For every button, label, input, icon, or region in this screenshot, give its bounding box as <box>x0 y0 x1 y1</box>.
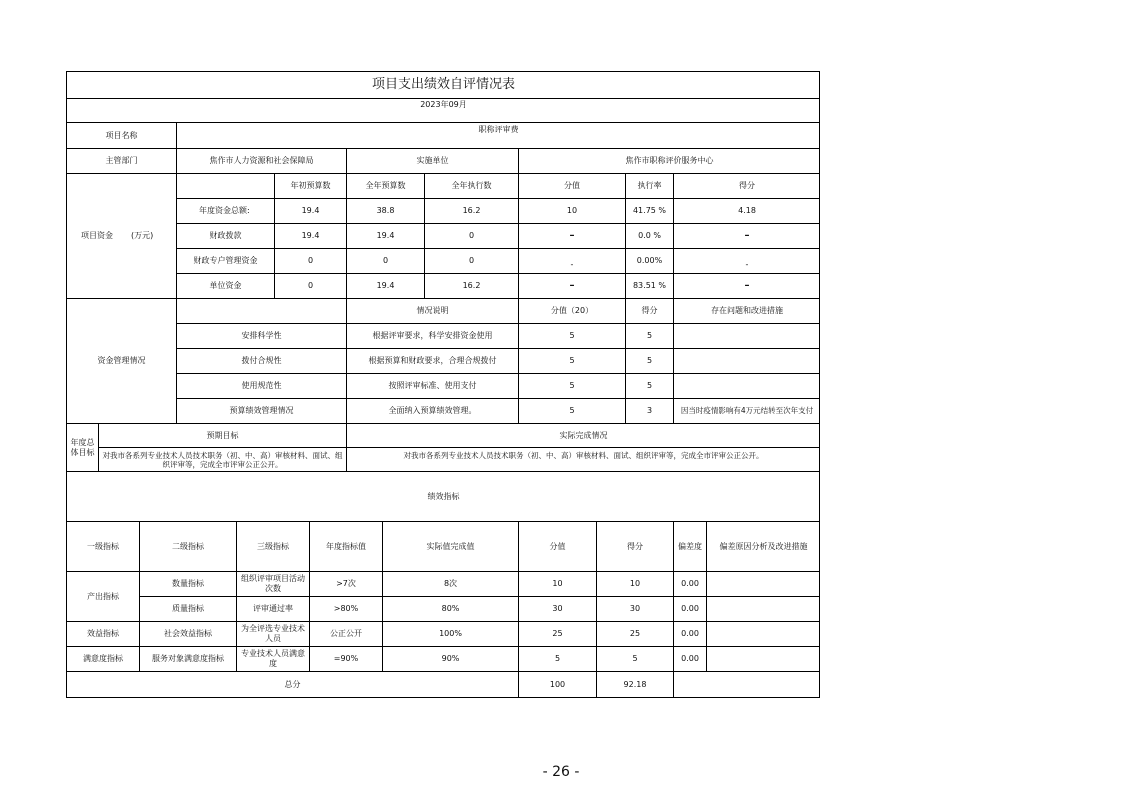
mgmt-row-issue <box>674 374 820 399</box>
goals-expected-label: 预期目标 <box>99 424 347 448</box>
funds-header-executed: 全年执行数 <box>425 174 519 199</box>
mgmt-row-got: 3 <box>626 399 674 424</box>
project-name-label: 项目名称 <box>67 123 177 149</box>
funds-header-annual: 全年预算数 <box>347 174 425 199</box>
mgmt-row-issue <box>674 324 820 349</box>
table-title: 项目支出绩效自评情况表 <box>67 72 820 99</box>
funds-cell: 0 <box>275 274 347 299</box>
impl-label: 实施单位 <box>347 149 519 174</box>
mgmt-label: 资金管理情况 <box>67 299 177 424</box>
funds-row-name: 财政拨款 <box>177 224 275 249</box>
mgmt-row-score: 5 <box>519 349 626 374</box>
funds-row-name: 单位资金 <box>177 274 275 299</box>
perf-header-score: 分值 <box>519 522 597 572</box>
mgmt-row-desc: 根据评审要求，科学安排资金使用 <box>347 324 519 349</box>
funds-cell: – <box>519 224 626 249</box>
perf-row-l2: 质量指标 <box>140 597 237 622</box>
funds-cell: 0 <box>347 249 425 274</box>
page-number: - 26 - <box>542 764 580 780</box>
perf-cat-output: 产出指标 <box>67 572 140 622</box>
perf-header-l1: 一级指标 <box>67 522 140 572</box>
perf-row-l3: 组织评审项目活动次数 <box>237 572 310 597</box>
goals-label: 年度总体目标 <box>67 424 99 472</box>
mgmt-row-got: 5 <box>626 324 674 349</box>
funds-header-got: 得分 <box>674 174 820 199</box>
perf-row-actual: 100% <box>383 622 519 647</box>
funds-cell: 10 <box>519 199 626 224</box>
perf-header-target: 年度指标值 <box>310 522 383 572</box>
funds-label-text: 项目资金 <box>81 231 113 240</box>
funds-header-rate: 执行率 <box>626 174 674 199</box>
perf-header-dev: 偏差度 <box>674 522 707 572</box>
perf-header-l3: 三级指标 <box>237 522 310 572</box>
perf-row-l2: 数量指标 <box>140 572 237 597</box>
funds-cell: 0.0 % <box>626 224 674 249</box>
mgmt-header-blank <box>177 299 347 324</box>
funds-cell: 0 <box>425 224 519 249</box>
perf-cat-satisfaction: 满意度指标 <box>67 647 140 672</box>
perf-header-got: 得分 <box>597 522 674 572</box>
perf-row-dev: 0.00 <box>674 647 707 672</box>
mgmt-row-desc: 全面纳入预算绩效管理。 <box>347 399 519 424</box>
perf-row-got: 25 <box>597 622 674 647</box>
perf-row-reason <box>707 622 820 647</box>
perf-row-reason <box>707 572 820 597</box>
funds-cell: 19.4 <box>275 199 347 224</box>
total-blank <box>674 672 820 697</box>
mgmt-row-issue <box>674 349 820 374</box>
funds-row-name: 年度资金总额: <box>177 199 275 224</box>
mgmt-row-score: 5 <box>519 374 626 399</box>
funds-cell: 19.4 <box>347 274 425 299</box>
funds-header-blank <box>177 174 275 199</box>
mgmt-row-score: 5 <box>519 324 626 349</box>
funds-label <box>67 174 177 299</box>
perf-row-score: 5 <box>519 647 597 672</box>
perf-row-target: >7次 <box>310 572 383 597</box>
goals-actual-label: 实际完成情况 <box>347 424 820 448</box>
mgmt-header-desc: 情况说明 <box>347 299 519 324</box>
mgmt-header-issue: 存在问题和改进措施 <box>674 299 820 324</box>
perf-row-l2: 社会效益指标 <box>140 622 237 647</box>
perf-row-actual: 80% <box>383 597 519 622</box>
funds-unit: (万元) <box>131 231 154 240</box>
mgmt-row-desc: 按照评审标准、使用支付 <box>347 374 519 399</box>
perf-row-dev: 0.00 <box>674 622 707 647</box>
perf-header-actual: 实际值完成值 <box>383 522 519 572</box>
funds-cell: – <box>674 274 820 299</box>
report-date: 2023年09月 <box>67 99 820 123</box>
funds-header-score: 分值 <box>519 174 626 199</box>
perf-row-l2: 服务对象满意度指标 <box>140 647 237 672</box>
project-name: 职称评审费 <box>177 123 820 149</box>
funds-cell: – <box>674 224 820 249</box>
funds-cell: - <box>674 249 820 274</box>
perf-row-l3: 专业技术人员满意度 <box>237 647 310 672</box>
funds-header-initial: 年初预算数 <box>275 174 347 199</box>
perf-header-reason: 偏差原因分析及改进措施 <box>707 522 820 572</box>
perf-cat-benefit: 效益指标 <box>67 622 140 647</box>
total-got: 92.18 <box>597 672 674 697</box>
funds-cell: 0 <box>275 249 347 274</box>
perf-row-score: 10 <box>519 572 597 597</box>
perf-title: 绩效指标 <box>67 472 820 522</box>
dept-value: 焦作市人力资源和社会保障局 <box>177 149 347 174</box>
mgmt-header-got: 得分 <box>626 299 674 324</box>
total-label: 总分 <box>67 672 519 697</box>
perf-header-l2: 二级指标 <box>140 522 237 572</box>
funds-cell: 19.4 <box>347 224 425 249</box>
perf-row-l3: 评审通过率 <box>237 597 310 622</box>
funds-cell: 4.18 <box>674 199 820 224</box>
perf-row-actual: 8次 <box>383 572 519 597</box>
funds-row-name: 财政专户管理资金 <box>177 249 275 274</box>
perf-row-target: =90% <box>310 647 383 672</box>
goals-actual: 对我市各系列专业技术人员技术职务（初、中、高）审核材料、面试、组织评审等，完成全市评审公正公开。 <box>347 448 820 472</box>
funds-cell: 19.4 <box>275 224 347 249</box>
mgmt-row-name: 使用规范性 <box>177 374 347 399</box>
mgmt-row-issue: 因当时疫情影响有4万元结转至次年支付 <box>674 399 820 424</box>
perf-row-score: 30 <box>519 597 597 622</box>
funds-cell: 41.75 % <box>626 199 674 224</box>
mgmt-row-desc: 根据预算和财政要求，合理合规拨付 <box>347 349 519 374</box>
perf-row-target: 公正公开 <box>310 622 383 647</box>
perf-row-score: 25 <box>519 622 597 647</box>
perf-row-dev: 0.00 <box>674 597 707 622</box>
funds-cell: 16.2 <box>425 274 519 299</box>
perf-row-reason <box>707 597 820 622</box>
mgmt-row-got: 5 <box>626 349 674 374</box>
mgmt-row-name: 安排科学性 <box>177 324 347 349</box>
mgmt-row-score: 5 <box>519 399 626 424</box>
dept-label: 主管部门 <box>67 149 177 174</box>
mgmt-row-name: 拨付合规性 <box>177 349 347 374</box>
self-evaluation-table <box>66 71 820 698</box>
perf-row-got: 30 <box>597 597 674 622</box>
perf-row-got: 5 <box>597 647 674 672</box>
perf-row-dev: 0.00 <box>674 572 707 597</box>
perf-row-l3: 为全评选专业技术人员 <box>237 622 310 647</box>
perf-row-reason <box>707 647 820 672</box>
perf-row-got: 10 <box>597 572 674 597</box>
funds-cell: 83.51 % <box>626 274 674 299</box>
funds-cell: – <box>519 274 626 299</box>
mgmt-row-got: 5 <box>626 374 674 399</box>
funds-cell: 0 <box>425 249 519 274</box>
funds-cell: 38.8 <box>347 199 425 224</box>
total-score: 100 <box>519 672 597 697</box>
impl-value: 焦作市职称评价服务中心 <box>519 149 820 174</box>
mgmt-header-score: 分值（20） <box>519 299 626 324</box>
funds-cell: - <box>519 249 626 274</box>
perf-row-target: >80% <box>310 597 383 622</box>
goals-expected: 对我市各系列专业技术人员技术职务（初、中、高）审核材料、面试、组织评审等，完成全市评审公正公开。 <box>99 448 347 472</box>
perf-row-actual: 90% <box>383 647 519 672</box>
funds-cell: 16.2 <box>425 199 519 224</box>
mgmt-row-name: 预算绩效管理情况 <box>177 399 347 424</box>
funds-cell: 0.00% <box>626 249 674 274</box>
